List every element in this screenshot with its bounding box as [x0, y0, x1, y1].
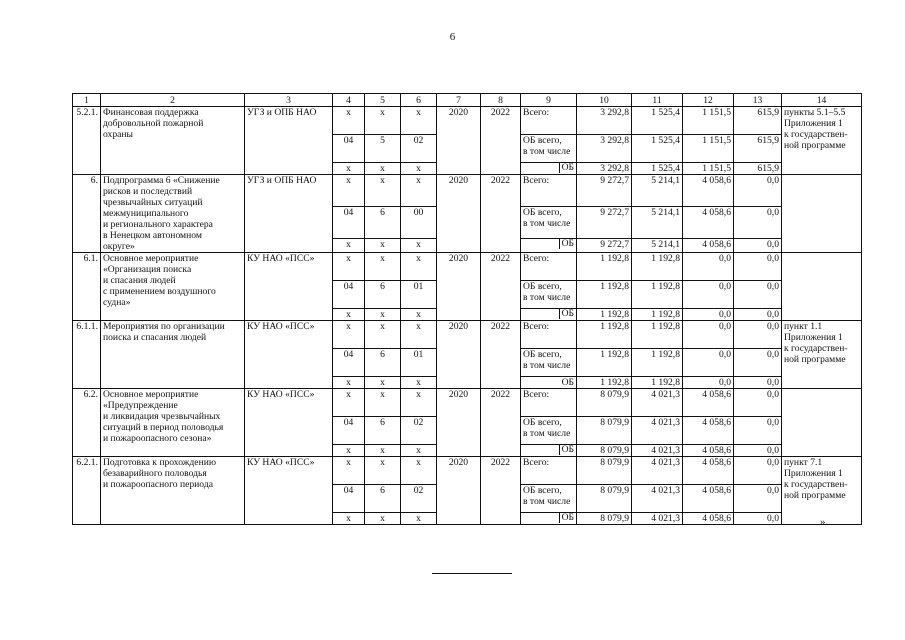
funding-source: ОБ всего, в том числе — [521, 485, 577, 513]
item-name: Подпрограмма 6 «Снижение рисков и последствий чрезвычайных ситуаций межмуниципального и регионального характера в Ненецком автономном округе» — [101, 175, 245, 253]
funding-source: Всего: — [521, 389, 577, 417]
code-item: х — [401, 377, 437, 389]
funding-source: Всего: — [521, 321, 577, 349]
program-reference — [782, 253, 862, 321]
year-end: 2022 — [481, 457, 521, 525]
amount-2022: 0,0 — [734, 239, 782, 253]
funding-source: Всего: — [521, 175, 577, 207]
header-cell-14: 14 — [782, 94, 862, 107]
funding-source — [521, 377, 577, 389]
amount-2022: 0,0 — [734, 485, 782, 513]
footer-rule — [432, 573, 512, 574]
header-cell-6: 6 — [401, 94, 437, 107]
header-cell-12: 12 — [683, 94, 734, 107]
amount-2021: 4 058,6 — [683, 389, 734, 417]
amount-2022: 615,9 — [734, 135, 782, 163]
funding-source-ob: ОБ — [559, 513, 576, 524]
code-subsection: х — [365, 457, 401, 485]
amount-2020: 4 021,3 — [632, 445, 683, 457]
amount-2020: 4 021,3 — [632, 389, 683, 417]
amount-total: 9 272,7 — [577, 239, 632, 253]
item-number: 6.1. — [73, 253, 101, 321]
item-number: 6. — [73, 175, 101, 253]
table-header-row — [73, 94, 862, 107]
amount-2020: 1 525,4 — [632, 163, 683, 175]
amount-2020: 4 021,3 — [632, 417, 683, 445]
code-item: х — [401, 107, 437, 135]
table-row — [73, 457, 862, 485]
amount-2021: 0,0 — [683, 253, 734, 281]
funding-source: Всего: — [521, 107, 577, 135]
code-section: 04 — [333, 135, 365, 163]
code-subsection: х — [365, 163, 401, 175]
header-cell-8: 8 — [481, 94, 521, 107]
code-item: 02 — [401, 135, 437, 163]
header-cell-7: 7 — [437, 94, 481, 107]
item-number: 6.2.1. — [73, 457, 101, 525]
amount-2020: 5 214,1 — [632, 239, 683, 253]
funding-source — [521, 309, 577, 321]
amount-total: 8 079,9 — [577, 485, 632, 513]
item-name: Основное мероприятие «Предупреждение и ликвидация чрезвычайных ситуаций в период половодья и пожароопасного сезона» — [101, 389, 245, 457]
year-end: 2022 — [481, 107, 521, 175]
funding-source — [521, 513, 577, 525]
program-reference — [782, 175, 862, 253]
code-item: 02 — [401, 485, 437, 513]
header-cell-11: 11 — [632, 94, 683, 107]
funding-source — [521, 239, 577, 253]
funding-source: ОБ всего, в том числе — [521, 349, 577, 377]
year-start: 2020 — [437, 457, 481, 525]
year-end: 2022 — [481, 175, 521, 253]
code-subsection: х — [365, 309, 401, 321]
code-section: х — [333, 377, 365, 389]
funding-source: ОБ всего, в том числе — [521, 281, 577, 309]
code-section: 04 — [333, 485, 365, 513]
table-row — [73, 389, 862, 417]
code-subsection: х — [365, 175, 401, 207]
code-item: х — [401, 163, 437, 175]
amount-2021: 0,0 — [683, 281, 734, 309]
year-start: 2020 — [437, 107, 481, 175]
year-start: 2020 — [437, 321, 481, 389]
item-executor: КУ НАО «ПСС» — [245, 321, 333, 389]
amount-total: 3 292,8 — [577, 163, 632, 175]
header-cell-2: 2 — [101, 94, 245, 107]
amount-2020: 1 192,8 — [632, 349, 683, 377]
funding-source-ob: ОБ — [559, 309, 576, 320]
amount-total: 9 272,7 — [577, 175, 632, 207]
item-executor: КУ НАО «ПСС» — [245, 389, 333, 457]
item-name: Мероприятия по организации поиска и спасания людей — [101, 321, 245, 389]
code-section: х — [333, 321, 365, 349]
amount-total: 8 079,9 — [577, 389, 632, 417]
program-reference: пункт 1.1 Приложения 1 к государствен- ной программе — [782, 321, 862, 389]
code-subsection: х — [365, 253, 401, 281]
table-row — [73, 107, 862, 135]
amount-total: 8 079,9 — [577, 445, 632, 457]
code-subsection: х — [365, 445, 401, 457]
amount-2020: 4 021,3 — [632, 457, 683, 485]
year-start: 2020 — [437, 389, 481, 457]
closing-quote-mark: ». — [820, 516, 829, 528]
code-subsection: 6 — [365, 207, 401, 239]
amount-total: 1 192,8 — [577, 321, 632, 349]
year-end: 2022 — [481, 389, 521, 457]
funding-source: ОБ всего, в том числе — [521, 207, 577, 239]
code-subsection: х — [365, 377, 401, 389]
amount-2022: 0,0 — [734, 207, 782, 239]
amount-total: 8 079,9 — [577, 457, 632, 485]
funding-source-ob: ОБ — [559, 445, 576, 456]
header-cell-1: 1 — [73, 94, 101, 107]
code-section: х — [333, 107, 365, 135]
code-subsection: 6 — [365, 485, 401, 513]
code-item: 00 — [401, 207, 437, 239]
code-section: х — [333, 457, 365, 485]
code-item: х — [401, 239, 437, 253]
amount-2021: 1 151,5 — [683, 163, 734, 175]
amount-2021: 4 058,6 — [683, 207, 734, 239]
item-executor: КУ НАО «ПСС» — [245, 253, 333, 321]
amount-2022: 0,0 — [734, 457, 782, 485]
item-executor: УГЗ и ОПБ НАО — [245, 107, 333, 175]
code-item: х — [401, 457, 437, 485]
amount-2020: 5 214,1 — [632, 175, 683, 207]
amount-2020: 1 192,8 — [632, 309, 683, 321]
code-subsection: х — [365, 513, 401, 525]
year-end: 2022 — [481, 253, 521, 321]
table-row — [73, 175, 862, 207]
amount-2022: 0,0 — [734, 377, 782, 389]
item-name: Финансовая поддержка добровольной пожарной охраны — [101, 107, 245, 175]
amount-2021: 4 058,6 — [683, 513, 734, 525]
header-cell-5: 5 — [365, 94, 401, 107]
amount-2021: 1 151,5 — [683, 135, 734, 163]
funding-source: Всего: — [521, 457, 577, 485]
year-start: 2020 — [437, 253, 481, 321]
amount-2022: 0,0 — [734, 321, 782, 349]
amount-2020: 1 525,4 — [632, 107, 683, 135]
program-reference — [782, 389, 862, 457]
amount-2020: 1 192,8 — [632, 321, 683, 349]
code-subsection: 5 — [365, 135, 401, 163]
funding-source: Всего: — [521, 253, 577, 281]
amount-2021: 0,0 — [683, 377, 734, 389]
amount-total: 1 192,8 — [577, 377, 632, 389]
amount-2021: 4 058,6 — [683, 485, 734, 513]
code-item: 01 — [401, 281, 437, 309]
amount-2022: 0,0 — [734, 175, 782, 207]
amount-2022: 0,0 — [734, 281, 782, 309]
amount-2021: 1 151,5 — [683, 107, 734, 135]
code-item: х — [401, 389, 437, 417]
code-section: х — [333, 239, 365, 253]
code-section: х — [333, 445, 365, 457]
code-section: х — [333, 309, 365, 321]
amount-2021: 0,0 — [683, 349, 734, 377]
table-row — [73, 253, 862, 281]
funding-source: ОБ всего, в том числе — [521, 135, 577, 163]
funding-source-ob: ОБ — [559, 239, 576, 250]
header-cell-10: 10 — [577, 94, 632, 107]
code-item: х — [401, 321, 437, 349]
year-start: 2020 — [437, 175, 481, 253]
amount-2020: 1 192,8 — [632, 253, 683, 281]
amount-2021: 4 058,6 — [683, 175, 734, 207]
amount-2022: 0,0 — [734, 253, 782, 281]
program-reference: пункт 7.1 Приложения 1 к государствен- ной программе — [782, 457, 862, 525]
item-executor: УГЗ и ОПБ НАО — [245, 175, 333, 253]
code-item: х — [401, 445, 437, 457]
amount-2020: 4 021,3 — [632, 513, 683, 525]
amount-2022: 0,0 — [734, 349, 782, 377]
funding-source: ОБ всего, в том числе — [521, 417, 577, 445]
amount-2020: 1 525,4 — [632, 135, 683, 163]
code-item: х — [401, 309, 437, 321]
page-number: 6 — [449, 31, 456, 43]
amount-2021: 4 058,6 — [683, 457, 734, 485]
table-row — [73, 321, 862, 349]
code-subsection: 6 — [365, 281, 401, 309]
code-section: х — [333, 163, 365, 175]
item-name: Основное мероприятие «Организация поиска и спасания людей с применением воздушного судна» — [101, 253, 245, 321]
amount-2020: 4 021,3 — [632, 485, 683, 513]
code-subsection: х — [365, 107, 401, 135]
amount-2022: 0,0 — [734, 309, 782, 321]
item-name: Подготовка к прохождению безаварийного половодья и пожароопасного периода — [101, 457, 245, 525]
amount-total: 8 079,9 — [577, 417, 632, 445]
amount-2022: 0,0 — [734, 417, 782, 445]
code-section: 04 — [333, 349, 365, 377]
amount-2021: 4 058,6 — [683, 445, 734, 457]
amount-2022: 0,0 — [734, 513, 782, 525]
item-number: 6.1.1. — [73, 321, 101, 389]
amount-2022: 0,0 — [734, 389, 782, 417]
funding-source-ob: ОБ — [561, 377, 574, 388]
code-subsection: 6 — [365, 349, 401, 377]
code-item: х — [401, 513, 437, 525]
code-section: 04 — [333, 281, 365, 309]
amount-total: 1 192,8 — [577, 281, 632, 309]
code-section: 04 — [333, 207, 365, 239]
code-subsection: х — [365, 239, 401, 253]
code-subsection: х — [365, 389, 401, 417]
header-cell-3: 3 — [245, 94, 333, 107]
amount-2020: 1 192,8 — [632, 377, 683, 389]
amount-2022: 615,9 — [734, 107, 782, 135]
code-section: 04 — [333, 417, 365, 445]
amount-2021: 4 058,6 — [683, 417, 734, 445]
program-table — [72, 93, 862, 525]
amount-2022: 0,0 — [734, 445, 782, 457]
amount-2021: 0,0 — [683, 309, 734, 321]
funding-source — [521, 445, 577, 457]
code-item: 02 — [401, 417, 437, 445]
header-cell-9: 9 — [521, 94, 577, 107]
amount-total: 3 292,8 — [577, 107, 632, 135]
code-section: х — [333, 389, 365, 417]
amount-2021: 4 058,6 — [683, 239, 734, 253]
amount-total: 8 079,9 — [577, 513, 632, 525]
funding-source-ob: ОБ — [559, 163, 576, 174]
amount-2020: 5 214,1 — [632, 207, 683, 239]
code-section: х — [333, 253, 365, 281]
code-subsection: 6 — [365, 417, 401, 445]
item-number: 5.2.1. — [73, 107, 101, 175]
code-item: х — [401, 175, 437, 207]
amount-2020: 1 192,8 — [632, 281, 683, 309]
amount-total: 3 292,8 — [577, 135, 632, 163]
code-item: 01 — [401, 349, 437, 377]
amount-total: 1 192,8 — [577, 253, 632, 281]
header-cell-13: 13 — [734, 94, 782, 107]
amount-total: 1 192,8 — [577, 349, 632, 377]
code-item: х — [401, 253, 437, 281]
code-subsection: х — [365, 321, 401, 349]
header-cell-4: 4 — [333, 94, 365, 107]
year-end: 2022 — [481, 321, 521, 389]
program-reference: пункты 5.1–5.5 Приложения 1 к государствен- ной программе — [782, 107, 862, 175]
amount-total: 9 272,7 — [577, 207, 632, 239]
code-section: х — [333, 513, 365, 525]
amount-total: 1 192,8 — [577, 309, 632, 321]
amount-2021: 0,0 — [683, 321, 734, 349]
item-executor: КУ НАО «ПСС» — [245, 457, 333, 525]
item-number: 6.2. — [73, 389, 101, 457]
funding-source — [521, 163, 577, 175]
amount-2022: 615,9 — [734, 163, 782, 175]
code-section: х — [333, 175, 365, 207]
